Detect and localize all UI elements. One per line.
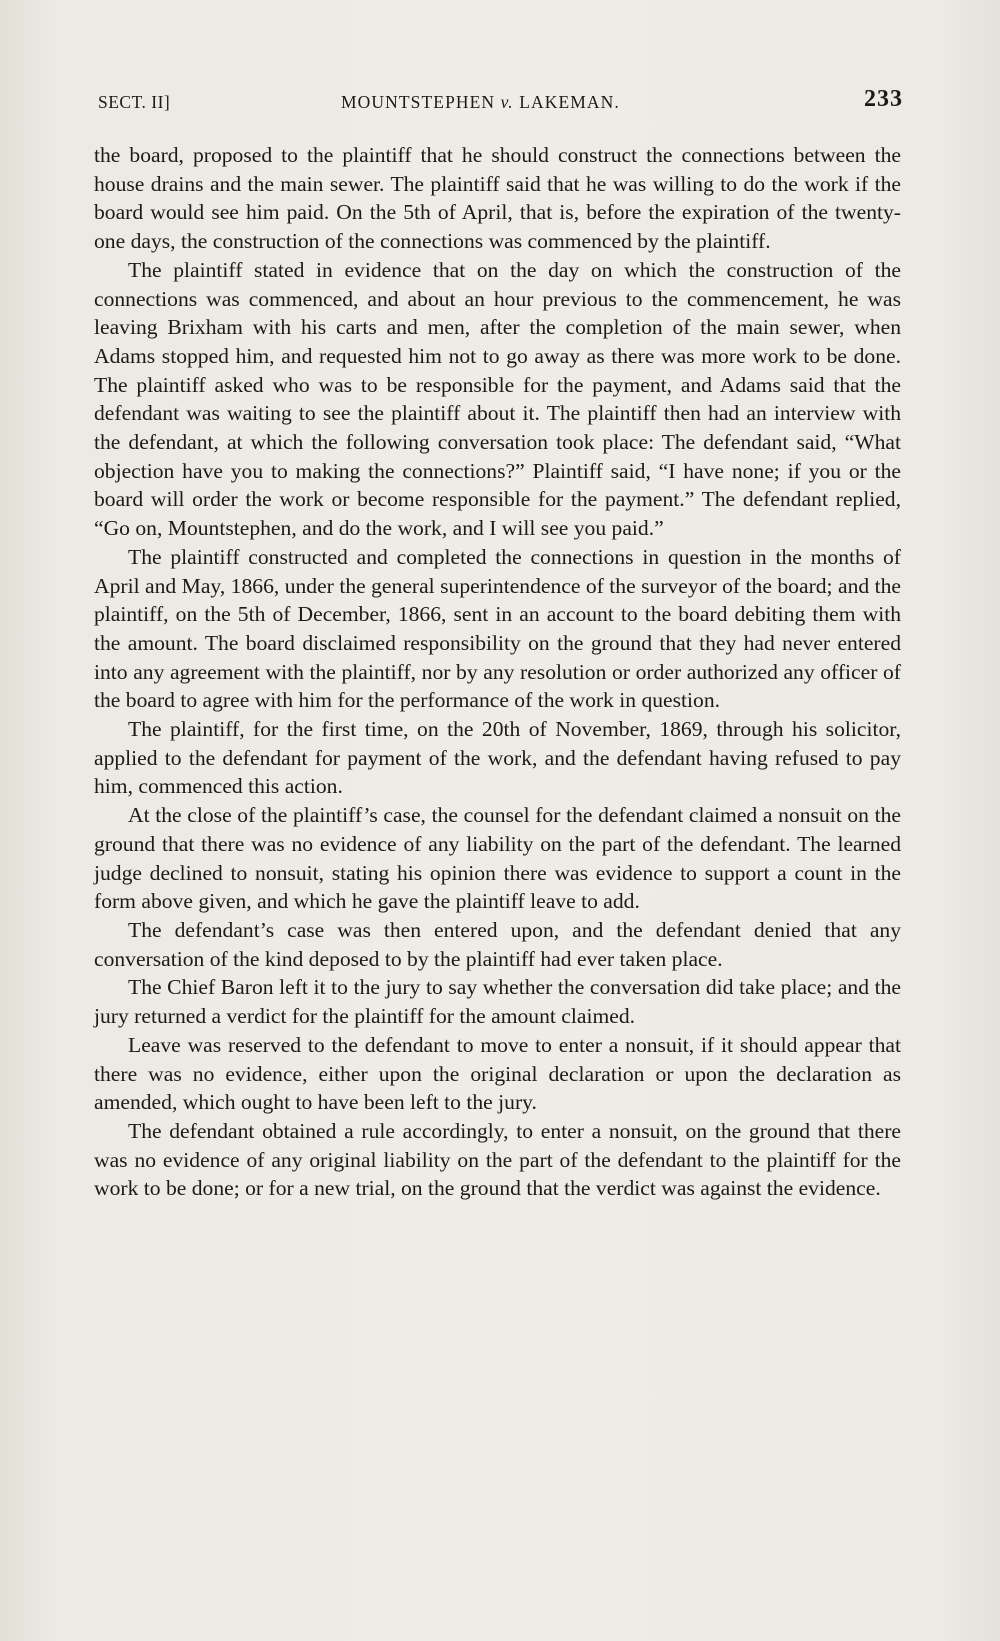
paragraph: The plaintiff stated in evidence that on the day on which the construction of the connections was commenced, and about an hour previous to the commencement, he was leaving Brixham with his carts and men, after the completion of the main sewer, when Adams stopped him, and requested him not to go away as there was more work to be done. The plaintiff asked who was to be responsible for the payment, and Adams said that the defendant was waiting to see the plaintiff about it. The plaintiff then had an interview with the defendant, at which the following conversation took place: The defendant said, “What objection have you to making the connections?” Plaintiff said, “I have none; if you or the board will order the work or become responsible for the payment.” The defendant replied, “Go on, Mountstephen, and do the work, and I will see you paid.” <box>94 257 901 541</box>
paragraph: The defendant’s case was then entered upon, and the defendant denied that any conversation of the kind deposed to by the plaintiff had ever taken place. <box>94 917 901 971</box>
paragraph: The defendant obtained a rule accordingly, to enter a nonsuit, on the ground that there was no evidence of any original liability on the part of the defendant to the plaintiff for the work to be done; or for a new trial, on the ground that the verdict was against the evidence. <box>94 1118 901 1201</box>
paragraph: the board, proposed to the plaintiff that he should construct the connections between the house drains and the main sewer. The plaintiff said that he was willing to do the work if the board would see him paid. On the 5th of April, that is, before the expiration of the twenty-one days, the construction of the connections was commenced by the plaintiff. <box>94 143 901 254</box>
paragraph: The Chief Baron left it to the jury to say whether the conversation did take place; and the jury returned a verdict for the plaintiff for the amount claimed. <box>94 975 901 1029</box>
section-marker: SECT. II] <box>98 92 171 112</box>
title-party-2: LAKEMAN. <box>519 92 620 112</box>
body-text <box>94 141 901 1203</box>
title-versus: v. <box>500 92 514 112</box>
running-title <box>341 92 620 113</box>
running-header <box>98 86 903 120</box>
paragraph: The plaintiff constructed and completed the connections in question in the months of April and May, 1866, under the general superintendence of the surveyor of the board; and the plaintiff, on the 5th of December, 1866, sent in an account to the board debiting them with the amount. The board disclaimed responsibility on the ground that they had never entered into any agreement with the plaintiff, nor by any resolution or order authorized any officer of the board to agree with him for the performance of the work in question. <box>94 544 901 713</box>
title-party-1: MOUNTSTEPHEN <box>341 92 496 112</box>
paragraph: The plaintiff, for the first time, on the 20th of November, 1869, through his solicitor, applied to the defendant for payment of the work, and the defendant having refused to pay him, commenced this action. <box>94 717 901 799</box>
paragraph: Leave was reserved to the defendant to move to enter a nonsuit, if it should appear that there was no evidence, either upon the original declaration or upon the declaration as amended, which ought to have been left to the jury. <box>94 1032 901 1115</box>
paragraph: At the close of the plaintiff’s case, the counsel for the defendant claimed a nonsuit on the ground that there was no evidence of any liability on the part of the defendant. The learned judge declined to nonsuit, stating his opinion there was evidence to support a count in the form above given, and which he gave the plaintiff leave to add. <box>94 803 901 914</box>
page-number: 233 <box>864 86 903 112</box>
